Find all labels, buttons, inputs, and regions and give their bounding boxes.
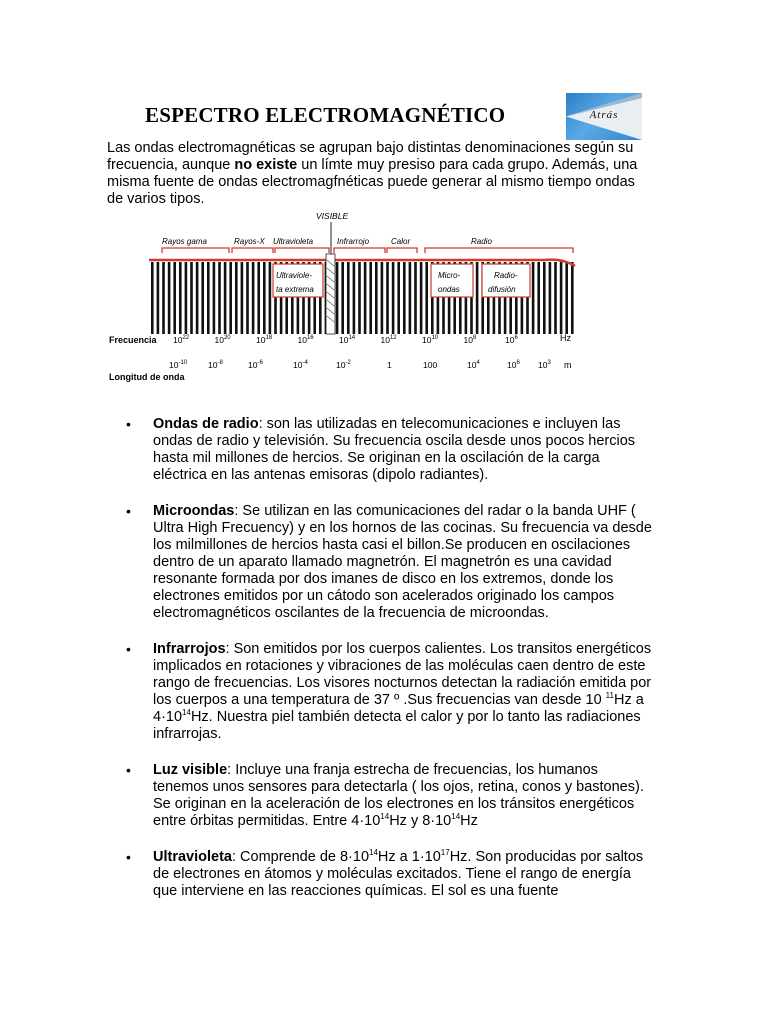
- term: Luz visible: [153, 762, 228, 778]
- label-heat: Calor: [391, 237, 411, 246]
- freq-ticks: [173, 335, 518, 345]
- term: Ultravioleta: [153, 849, 232, 865]
- desc: : Comprende de 8·10: [231, 849, 370, 865]
- spectrum-bar: [347, 262, 350, 334]
- spectrum-bar: [341, 262, 344, 334]
- wave-tick-label: $10^6$: [507, 360, 520, 370]
- intro-text-2: un límte muy presiso para cada grupo. Además, una misma fuente de ondas electromagfnéticas puede generar al mismo tiempo ondas de varios tipos.: [107, 157, 638, 207]
- spectrum-bar: [173, 262, 176, 334]
- desc: Hz y 8·10: [389, 813, 452, 829]
- exp: 14: [451, 812, 461, 821]
- list-item-ultraviolet: [107, 849, 657, 900]
- wave-unit: m: [564, 360, 572, 370]
- wave-tick-label: $10^{-8}$: [208, 360, 223, 370]
- wave-tick-label: $10^{-4}$: [293, 360, 308, 370]
- spectrum-bar: [213, 262, 216, 334]
- freq-unit: Hz: [560, 333, 571, 343]
- bullet: •: [126, 503, 131, 519]
- spectrum-bar: [263, 262, 266, 334]
- spectrum-bar: [168, 262, 171, 334]
- back-button[interactable]: [566, 93, 642, 140]
- freq-tick-label: $10^{10}$: [422, 335, 439, 345]
- spectrum-bar: [151, 262, 154, 334]
- freq-tick-label: $10^{20}$: [214, 335, 231, 345]
- spectrum-bar: [392, 262, 395, 334]
- bullet: •: [126, 849, 131, 865]
- wave-tick-label: 1: [387, 360, 392, 370]
- spectrum-bar: [425, 262, 428, 334]
- band-brackets: [162, 248, 573, 253]
- back-button-label: Atrás: [589, 109, 619, 121]
- label-radio: Radio: [471, 237, 492, 246]
- spectrum-bar: [364, 262, 367, 334]
- desc: : Se utilizan en las comunicaciones del radar o la banda UHF ( Ultra High Frecuency) y en los hornos de las cocinas. Su frecuencia va desde los milmillones de hercios hasta casi el billon.Se producen en oscilaciones dentro de un aparato llamado magnetrón. El magnetrón es una cavidad resonante formada por dos imanes de disco en los extremos, donde los electrones emitidos por un cátodo son acelerados originado los campos electromagnéticos oscilantes de la frecuencia de microondas.: [153, 503, 652, 621]
- spectrum-bar: [162, 262, 165, 334]
- desc: Hz. Son producidas por saltos de electrones en átomos y moléculas excitados. Tiene el rango de energía que interviene en las reacciones químicas. El sol es una fuente: [153, 849, 644, 899]
- list-item-radio: [107, 416, 657, 484]
- spectrum-bar: [190, 262, 193, 334]
- list-item-infrared: [107, 641, 657, 743]
- spectrum-bar: [369, 262, 372, 334]
- label-micro-1: Micro-: [438, 271, 461, 280]
- spectrum-bar: [218, 262, 221, 334]
- spectrum-bar: [381, 262, 384, 334]
- label-uv-extreme-2: ta extrema: [276, 285, 314, 294]
- bullet: •: [126, 641, 131, 657]
- spectrum-bar: [375, 262, 378, 334]
- freq-tick-label: $10^6$: [505, 335, 518, 345]
- list-item-microwaves: [107, 503, 657, 622]
- spectrum-bar: [565, 262, 568, 334]
- label-ir: Infrarrojo: [337, 237, 370, 246]
- wave-tick-label: 100: [423, 360, 438, 370]
- spectrum-diagram: [107, 208, 597, 386]
- freq-tick-label: $10^{12}$: [380, 335, 397, 345]
- spectrum-bar: [252, 262, 255, 334]
- desc: : son las utilizadas en telecomunicaciones e incluyen las ondas de radio y televisión. Su frecuencia oscila desde unos pocos hercios hasta mil millones de hercios. Se originan en la oscilación de la carga eléctrica en las antenas emisoras (dipolo radiantes).: [153, 416, 636, 483]
- label-uv-extreme-1: Ultraviole-: [276, 271, 313, 280]
- desc: : Incluye una franja estrecha de frecuencias, los humanos tenemos unos sensores para detectarla ( los ojos, retina, conos y bastones). Se originan en la aceleración de los electrones en los tránsitos energéticos entre órbitas permitidas. Entre 4·10: [153, 762, 644, 829]
- spectrum-bar: [224, 262, 227, 334]
- desc: Hz. Nuestra piel también detecta el calor y por lo tanto las radiaciones infrarrojas.: [153, 709, 641, 742]
- spectrum-bar: [241, 262, 244, 334]
- spectrum-bar: [560, 262, 563, 334]
- spectrum-bar: [554, 262, 557, 334]
- wave-tick-label: $10^{-6}$: [248, 360, 263, 370]
- exp: 14: [369, 848, 378, 857]
- spectrum-bar: [201, 262, 204, 334]
- freq-tick-label: $10^{18}$: [256, 335, 273, 345]
- spectrum-bar: [246, 262, 249, 334]
- intro-text-1: Las ondas electromagnéticas se agrupan bajo distintas denominaciones según su frecuencia, aunque: [107, 140, 634, 173]
- spectrum-bar: [549, 262, 552, 334]
- freq-axis-label: Frecuencia: [109, 335, 157, 345]
- freq-tick-label: $10^{22}$: [173, 335, 190, 345]
- spectrum-bar: [207, 262, 210, 334]
- spectrum-bar: [358, 262, 361, 334]
- freq-tick-label: $10^{16}$: [297, 335, 314, 345]
- desc: Hz: [460, 813, 478, 829]
- spectrum-bar: [179, 262, 182, 334]
- spectrum-bar: [409, 262, 412, 334]
- page-title: ESPECTRO ELECTROMAGNÉTICO: [145, 103, 506, 127]
- label-gamma: Rayos gama: [162, 237, 207, 246]
- spectrum-bar: [235, 262, 238, 334]
- spectrum-bar: [185, 262, 188, 334]
- intro-bold: no existe: [234, 157, 298, 173]
- term: Microondas: [153, 503, 235, 519]
- spectrum-bar: [397, 262, 400, 334]
- term: Ondas de radio: [153, 416, 259, 432]
- spectrum-bar: [336, 262, 339, 334]
- label-radiodif-1: Radio-: [494, 271, 518, 280]
- wave-tick-label: $10^{-10}$: [169, 360, 188, 370]
- spectrum-bar: [532, 262, 535, 334]
- spectrum-bar: [157, 262, 160, 334]
- desc: Hz a 1·10: [377, 849, 441, 865]
- label-radiodif-2: difusión: [488, 285, 516, 294]
- bullet: •: [126, 762, 131, 778]
- exp: 17: [440, 848, 450, 857]
- desc: : Son emitidos por los cuerpos calientes. Los transitos energéticos implicados en rotaciones y vibraciones de las moléculas caen dentro de este rango de frecuencias. Los visores nocturnos detectan la radiación emitida por los cuerpos a una temperatura de 37 º .Sus frecuencias van desde 10: [153, 641, 652, 708]
- spectrum-bar: [543, 262, 546, 334]
- spectrum-bar: [353, 262, 356, 334]
- spectrum-bar: [537, 262, 540, 334]
- term: Infrarrojos: [153, 641, 226, 657]
- wave-ticks: [169, 360, 551, 370]
- wave-axis-label: Longitud de onda: [109, 372, 185, 382]
- spectrum-bar: [571, 262, 574, 334]
- list-item-visible: [107, 762, 657, 830]
- intro-paragraph: [107, 140, 647, 208]
- desc: Hz a 4·10: [153, 692, 644, 725]
- label-xray: Rayos-X: [234, 237, 265, 246]
- spectrum-bar: [420, 262, 423, 334]
- freq-tick-label: $10^8$: [463, 335, 477, 345]
- spectrum-bar: [269, 262, 272, 334]
- exp: 11: [605, 691, 614, 700]
- spectrum-list: [107, 416, 657, 919]
- spectrum-bar: [196, 262, 199, 334]
- label-uv: Ultravioleta: [273, 237, 314, 246]
- label-micro-2: ondas: [438, 285, 460, 294]
- spectrum-bar: [229, 262, 232, 334]
- spectrum-bar: [257, 262, 260, 334]
- bullet: •: [126, 416, 131, 432]
- spectrum-bar: [386, 262, 389, 334]
- visible-label: VISIBLE: [316, 211, 349, 221]
- freq-tick-label: $10^{14}$: [339, 335, 356, 345]
- exp: 14: [380, 812, 390, 821]
- wave-tick-label: $10^{-2}$: [336, 360, 351, 370]
- wave-tick-label: $10^4$: [467, 360, 480, 370]
- spectrum-bar: [476, 262, 479, 334]
- wave-tick-label: $10^3$: [538, 360, 551, 370]
- spectrum-bar: [403, 262, 406, 334]
- exp: 14: [182, 708, 191, 717]
- spectrum-bar: [414, 262, 417, 334]
